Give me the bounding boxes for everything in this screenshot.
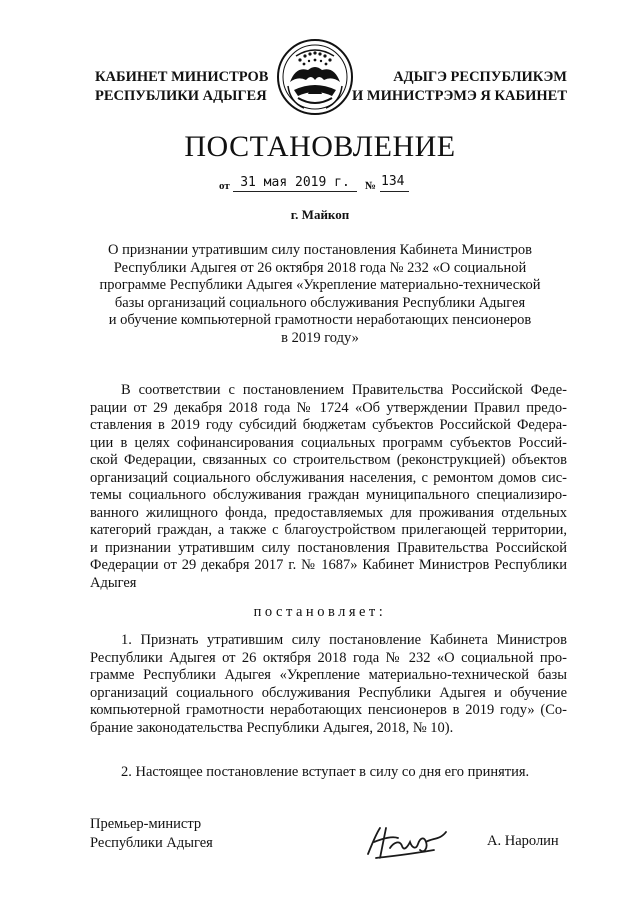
date-number-line <box>219 170 419 194</box>
preamble-line: категорий граждан, а также с благоустройством прилегающей территории, <box>90 522 567 538</box>
preamble-line: организаций социального обслуживания населения, с ремонтом домов сис- <box>90 469 567 486</box>
document-subject <box>88 242 552 347</box>
clause-line: грамме Республики Адыгея «Укрепление материально-технической базы <box>90 667 567 683</box>
date-underline <box>233 191 357 192</box>
subject-line: базы организаций социального обслуживания Республики Адыгея <box>114 294 526 311</box>
preamble-line: рации от 29 декабря 2018 года № 1724 «Об утверждении Правил предо- <box>90 399 567 416</box>
clause-line: брание законодательства Республики Адыгея, 2018, № 10). <box>90 719 454 736</box>
preamble-line: ции в целях софинансирования социальных программ субъектов Россий- <box>90 434 567 451</box>
subject-line: в 2019 году» <box>281 329 359 346</box>
preamble-line: темы социального обслуживания граждан муниципального специализиро- <box>90 487 567 503</box>
clause-line: компьютерной грамотности неработающих пенсионеров в 2019 году» (Со- <box>90 702 567 718</box>
clause-line: 2. Настоящее постановление вступает в силу со дня его принятия. <box>121 764 530 780</box>
number-underline <box>380 191 409 192</box>
header-left-ru <box>95 68 269 106</box>
clause-line: 1. Признать утратившим силу постановление Кабинета Министров <box>121 632 567 648</box>
preamble-line: ванного жилищного фонда, предоставляемых для проживания отдельных <box>90 504 567 521</box>
subject-line: О признании утратившим силу постановления Кабинета Министров <box>108 242 532 258</box>
header-left-line2: РЕСПУБЛИКИ АДЫГЕЯ <box>95 88 267 104</box>
signatory-position <box>90 815 213 853</box>
document-number: 134 <box>381 174 405 189</box>
preamble-line: ской Федерации, связанных со строительством (реконструкцией) объектов <box>90 452 567 468</box>
clause-line: организаций социального обслуживания Республики Адыгея и обучение <box>90 684 567 701</box>
from-label: от <box>219 180 230 192</box>
preamble-line: и признании утратившим силу постановления Правительства Российской <box>90 539 567 556</box>
subject-line: и обучение компьютерной грамотности неработающих пенсионеров <box>108 312 532 328</box>
preamble-paragraph <box>90 382 567 592</box>
clause-line: Республики Адыгея от 26 октября 2018 года № 232 «О социальной про- <box>90 649 567 666</box>
number-label: № <box>365 180 377 192</box>
header-right-line2: И МИНИСТРЭМЭ Я КАБИНЕТ <box>352 88 567 104</box>
resolves-heading: постановляет: <box>253 604 387 620</box>
city-line: г. Майкоп <box>290 207 350 222</box>
preamble-line: В соответствии с постановлением Правительства Российской Феде- <box>121 382 567 398</box>
document-title: ПОСТАНОВЛЕНИЕ <box>184 130 456 163</box>
signatory-position-line1: Премьер-министр <box>90 816 202 832</box>
preamble-line: ставления в 2019 году субсидий бюджетам субъектов Российской Федера- <box>90 417 567 433</box>
header-right-ady <box>352 68 567 106</box>
subject-line: Республики Адыгея от 26 октября 2018 года № 232 «О социальной <box>113 259 527 276</box>
signatory-name: А. Наролин <box>487 833 559 849</box>
signatory-position-line2: Республики Адыгея <box>90 835 213 851</box>
document-date: 31 мая 2019 г. <box>240 175 350 190</box>
preamble-line: Федерации от 29 декабря 2017 г. № 1687» Кабинет Министров Республики <box>90 557 567 573</box>
clause-2 <box>90 764 567 782</box>
clause-1 <box>90 632 567 737</box>
coat-of-arms-icon <box>274 36 356 116</box>
handwritten-signature <box>362 818 454 864</box>
header-right-line1: АДЫГЭ РЕСПУБЛИКЭМ <box>393 69 567 85</box>
header-left-line1: КАБИНЕТ МИНИСТРОВ <box>95 69 269 85</box>
subject-line: программе Республики Адыгея «Укрепление материально-технической <box>99 277 541 293</box>
preamble-line: Адыгея <box>90 574 137 591</box>
